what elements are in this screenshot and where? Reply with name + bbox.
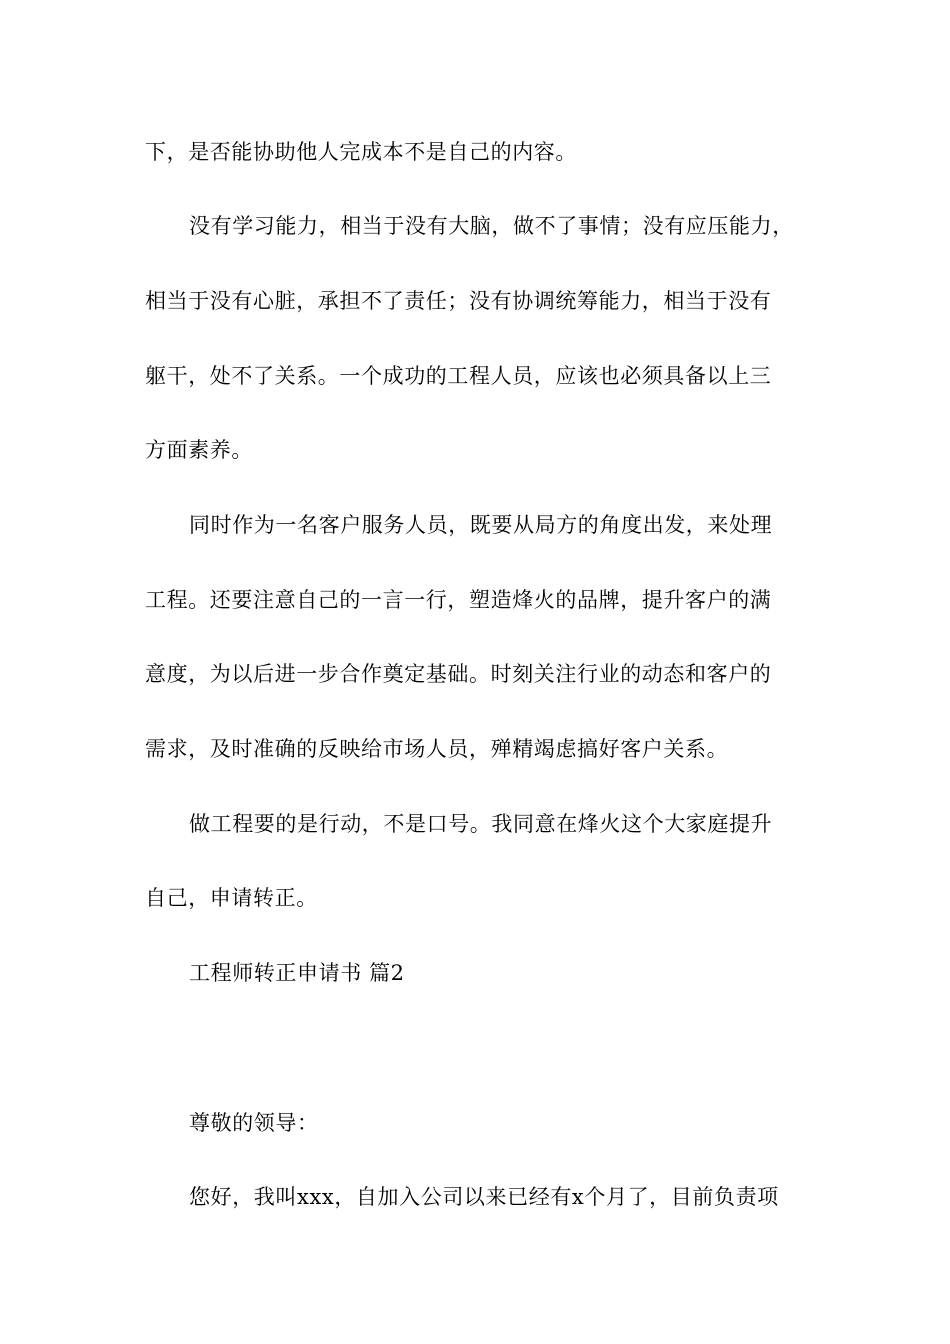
salutation: 尊敬的领导：: [189, 1111, 319, 1135]
body-text-line: 意度，为以后进一步合作奠定基础。时刻关注行业的动态和客户的: [145, 662, 772, 686]
body-text-line: 您好，我叫xxx，自加入公司以来已经有x个月了，目前负责项: [189, 1185, 779, 1209]
body-text-line: 做工程要的是行动，不是口号。我同意在烽火这个大家庭提升: [189, 812, 773, 836]
body-text-line: 下，是否能协助他人完成本不是自己的内容。: [145, 140, 577, 164]
body-text-line: 方面素养。: [145, 438, 253, 462]
body-text-line: 相当于没有心脏，承担不了责任；没有协调统筹能力，相当于没有: [145, 289, 772, 313]
section-heading: 工程师转正申请书 篇2: [189, 961, 405, 985]
body-text-line: 同时作为一名客户服务人员，既要从局方的角度出发，来处理: [189, 513, 773, 537]
body-text-line: 躯干，处不了关系。一个成功的工程人员，应该也必须具备以上三: [145, 364, 772, 388]
body-text-line: 没有学习能力，相当于没有大脑，做不了事情；没有应压能力，: [189, 214, 794, 238]
body-text-line: 需求，及时准确的反映给市场人员，殚精竭虑搞好客户关系。: [145, 737, 729, 761]
body-text-line: 工程。还要注意自己的一言一行，塑造烽火的品牌，提升客户的满: [145, 588, 772, 612]
body-text-line: 自己，申请转正。: [145, 886, 318, 910]
